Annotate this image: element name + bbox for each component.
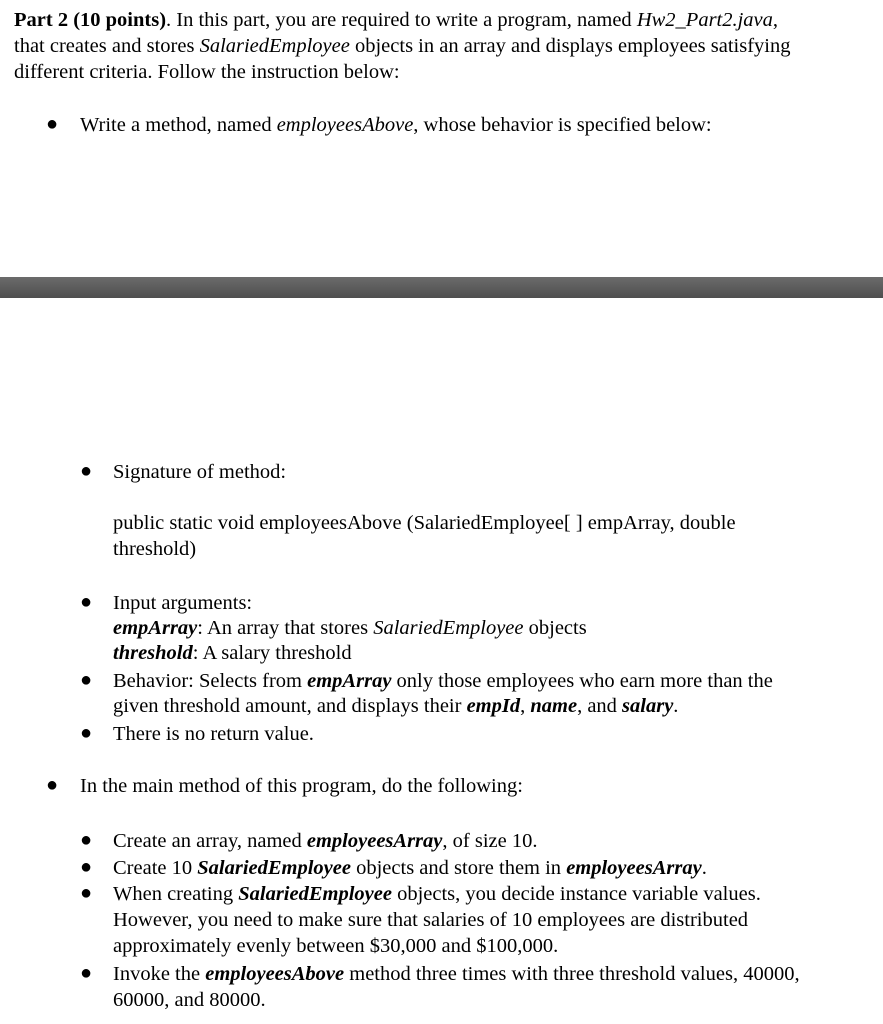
bullet-write-method: Write a method, named employeesAbove, whose behavior is specified below: — [80, 114, 712, 136]
behavior-line-1: Behavior: Selects from empArray only those employees who earn more than the — [113, 670, 773, 692]
inputs-label: Input arguments: — [113, 592, 253, 614]
signature-label: Signature of method: — [113, 461, 287, 483]
main-method-heading: In the main method of this program, do the following: — [80, 775, 523, 797]
signature-code-line-2: threshold) — [113, 538, 197, 560]
input-arg-threshold: threshold: A salary threshold — [113, 642, 352, 664]
step-invoke-line-1: Invoke the employeesAbove method three times with three threshold values, 40000, — [113, 963, 800, 985]
step-instance-values-line-2: However, you need to make sure that salaries of 10 employees are distributed — [113, 909, 749, 931]
part-heading: Part 2 (10 points) — [14, 9, 167, 31]
bullet-icon: ● — [80, 829, 93, 851]
bullet-icon: ● — [80, 460, 93, 482]
input-arg-emparray: empArray: An array that stores SalariedEmployee objects — [113, 617, 587, 639]
bullet-icon: ● — [80, 591, 93, 613]
bullet-icon: ● — [46, 113, 59, 135]
intro-line-3: different criteria. Follow the instruction below: — [14, 61, 400, 83]
intro-line-1: Part 2 (10 points). In this part, you are required to write a program, named Hw2_Part2.java, — [14, 9, 779, 31]
step-invoke-line-2: 60000, and 80000. — [113, 989, 266, 1011]
step-create-array: Create an array, named employeesArray, of size 10. — [113, 830, 538, 852]
filename: Hw2_Part2.java — [636, 9, 773, 31]
intro-line-2: that creates and stores SalariedEmployee objects in an array and displays employees satisfying — [14, 35, 791, 57]
gray-divider-bar — [0, 277, 883, 298]
bullet-icon: ● — [80, 962, 93, 984]
step-instance-values-line-3: approximately evenly between $30,000 and $100,000. — [113, 935, 559, 957]
bullet-icon: ● — [80, 882, 93, 904]
signature-code-line-1: public static void employeesAbove (SalariedEmployee[ ] empArray, double — [113, 512, 736, 534]
no-return-text: There is no return value. — [113, 723, 314, 745]
step-instance-values-line-1: When creating SalariedEmployee objects, you decide instance variable values. — [113, 883, 761, 905]
bullet-icon: ● — [46, 774, 59, 796]
bullet-icon: ● — [80, 722, 93, 744]
behavior-line-2: given threshold amount, and displays their empId, name, and salary. — [113, 695, 679, 717]
bullet-icon: ● — [80, 856, 93, 878]
bullet-icon: ● — [80, 669, 93, 691]
step-create-objects: Create 10 SalariedEmployee objects and store them in employeesArray. — [113, 857, 707, 879]
